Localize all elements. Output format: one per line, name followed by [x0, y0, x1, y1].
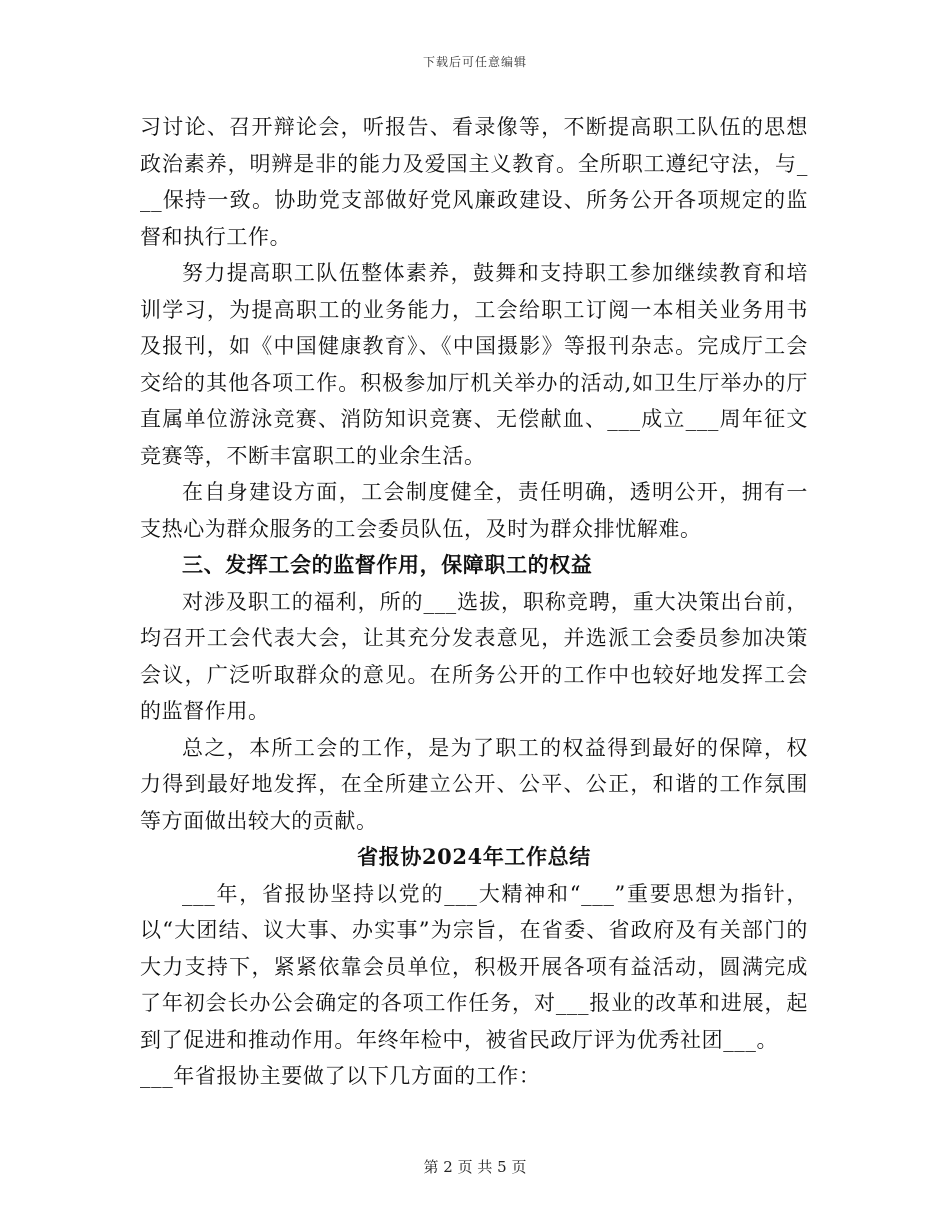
paragraph-staff-quality: 努力提高职工队伍整体素养，鼓舞和支持职工参加继续教育和培训学习，为提高职工的业务能力，工会给职工订阅一本相关业务用书及报刊，如《中国健康教育》、《中国摄影》等报刊杂志。完成厅工会交给的其他各项工作。积极参加厅机关举办的活动,如卫生厅举办的厅直属单位游泳竞赛、消防知识竞赛、无偿献血、___成立___周年征文竞赛等，不断丰富职工的业余生活。	[140, 261, 808, 468]
document-title: 省报协2024年工作总结	[357, 844, 591, 869]
header-note: 下载后可任意编辑	[422, 55, 527, 69]
paragraph-continuation: 习讨论、召开辩论会，听报告、看录像等，不断提高职工队伍的思想政治素养，明辨是非的能力及爱国主义教育。全所职工遵纪守法，与___保持一致。协助党支部做好党风廉政建设、所务公开各项规定的监督和执行工作。	[140, 115, 808, 249]
paragraph-self-building: 在自身建设方面，工会制度健全，责任明确，透明公开，拥有一支热心为群众服务的工会委员队伍，及时为群众排忧解难。	[140, 480, 808, 541]
page-indicator: 第 2 页 共 5 页	[423, 1158, 527, 1176]
paragraph-summary-intro: ___年，省报协坚持以党的___大精神和“___”重要思想为指针，以“大团结、议大事、办实事”为宗旨，在省委、省政府及有关部门的大力支持下，紧紧依靠会员单位，积极开展各项有益活动，圆满完成了年初会长办公会确定的各项工作任务，对___报业的改革和进展，起到了促进和推动作用。年终年检中，被省民政厅评为优秀社团___。	[140, 881, 808, 1052]
section-heading-supervision: 三、发挥工会的监督作用，保障职工的权益	[182, 552, 593, 577]
document-body	[140, 109, 808, 1095]
paragraph-supervision: 对涉及职工的福利，所的___选拔，职称竞聘，重大决策出台前，均召开工会代表大会，让其充分发表意见，并选派工会委员参加决策会议，广泛听取群众的意见。在所务公开的工作中也较好地发挥工会的监督作用。	[140, 589, 808, 723]
paragraph-conclusion: 总之，本所工会的工作，是为了职工的权益得到最好的保障，权力得到最好地发挥，在全所建立公开、公平、公正，和谐的工作氛围等方面做出较大的贡献。	[140, 735, 808, 833]
paragraph-summary-lead: ___年省报协主要做了以下几方面的工作：	[140, 1064, 541, 1088]
